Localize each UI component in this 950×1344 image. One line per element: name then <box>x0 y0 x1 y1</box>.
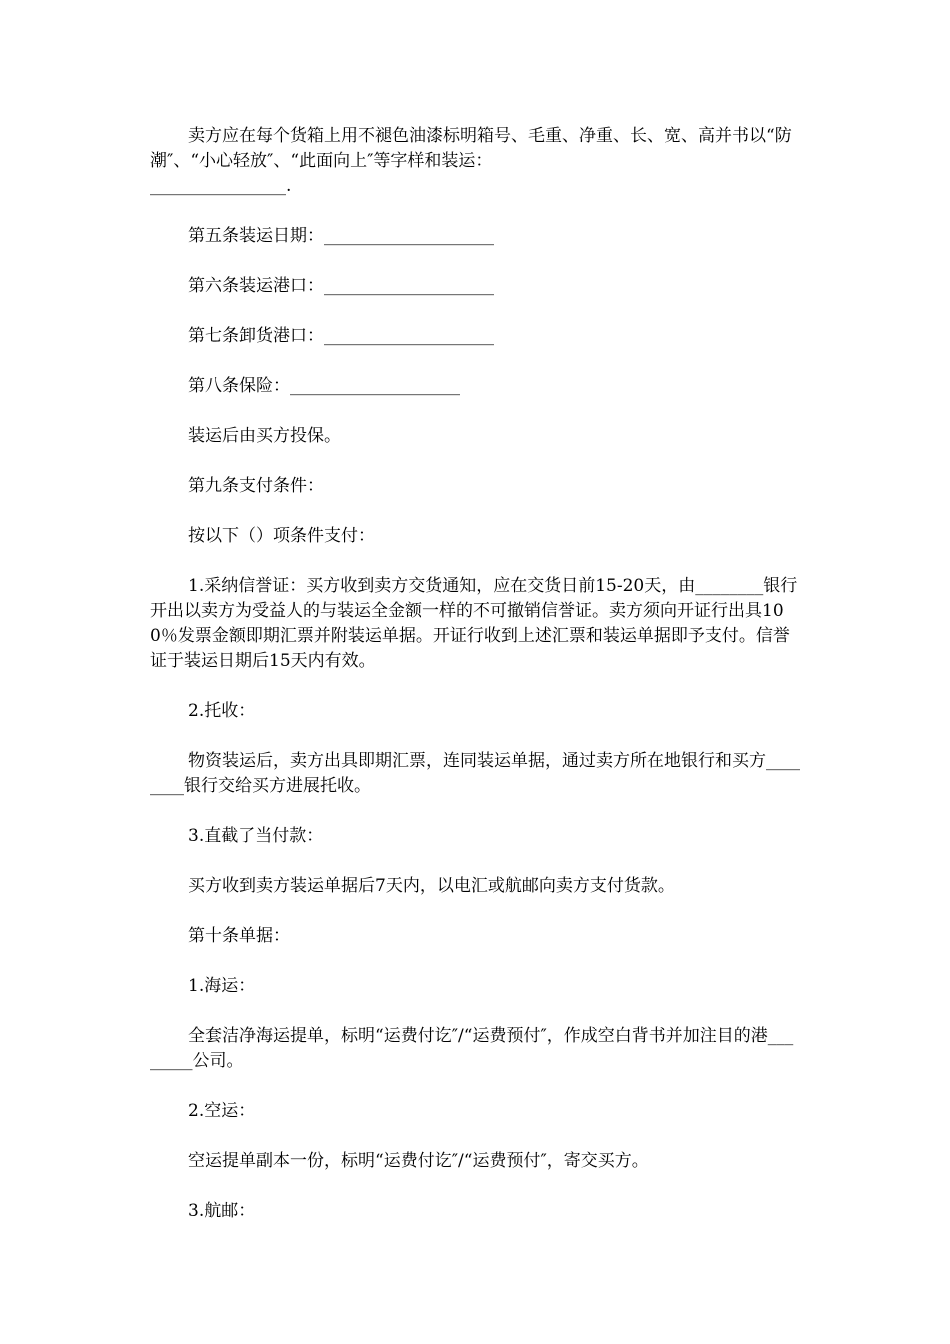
paragraph-packing-marks <box>150 124 800 199</box>
packing-marks-text: 卖方应在每个货箱上用不褪色油漆标明箱号、毛重、净重、长、宽、高并书以“防潮″、“小心轻放″、“此面向上″等字样和装运： <box>150 126 792 171</box>
payment-collection-text: 物资装运后，卖方出具即期汇票，连同装运单据，通过卖方所在地银行和买方________银行交给买方进展托收。 <box>150 751 800 796</box>
payment-direct-text: 买方收到卖方装运单据后7天内，以电汇或航邮向卖方支付货款。 <box>188 876 675 896</box>
documents-air-text: 空运提单副本一份，标明“运费付讫″/“运费预付″，寄交买方。 <box>188 1151 649 1171</box>
payment-collection-heading: 2.托收： <box>188 701 256 721</box>
payment-letter-of-credit: 1.采纳信誉证：买方收到卖方交货通知，应在交货日前15-20天，由________银行开出以卖方为受益人的与装运全金额一样的不可撤销信誉证。卖方须向开证行出具100％发票金额即期汇票并附装运单据。开证行收到上述汇票和装运单据即予支付。信誉证于装运日期后15天内有效。 <box>150 576 798 671</box>
article-9-payment-terms: 第九条支付条件： <box>188 476 324 496</box>
documents-airmail-heading: 3.航邮： <box>188 1201 256 1221</box>
payment-options-intro: 按以下（）项条件支付： <box>188 526 375 546</box>
documents-sea-heading: 1.海运： <box>188 976 256 996</box>
documents-air-heading: 2.空运： <box>188 1101 256 1121</box>
document-page <box>150 124 800 1249</box>
payment-direct-heading: 3.直截了当付款： <box>188 826 324 846</box>
shipping-mark-blank: ________________. <box>150 176 292 196</box>
article-6-port-of-loading: 第六条装运港口：____________________ <box>188 276 494 296</box>
insurance-note: 装运后由买方投保。 <box>188 426 341 446</box>
article-7-port-of-discharge: 第七条卸货港口：____________________ <box>188 326 494 346</box>
article-10-documents: 第十条单据： <box>188 926 290 946</box>
article-8-insurance: 第八条保险：____________________ <box>188 376 460 396</box>
documents-sea-text: 全套洁净海运提单，标明“运费付讫″/“运费预付″，作成空白背书并加注目的港________公司。 <box>150 1026 794 1071</box>
article-5-shipment-date: 第五条装运日期：____________________ <box>188 226 494 246</box>
